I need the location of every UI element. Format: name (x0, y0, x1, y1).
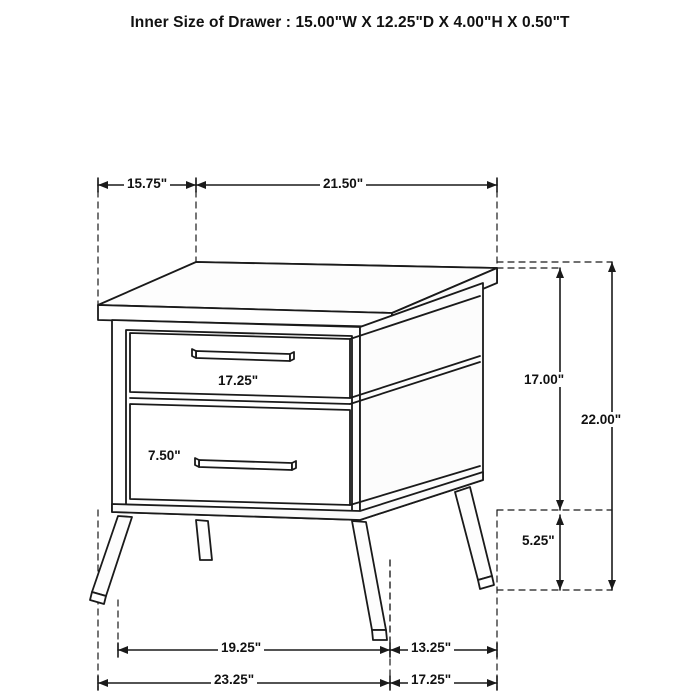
dim-side-base-width: 13.25" (408, 640, 454, 655)
dim-front-total-width: 23.25" (211, 672, 257, 687)
dim-top-left-width: 15.75" (124, 176, 170, 191)
dim-cabinet-height: 17.00" (521, 372, 567, 387)
dim-lower-drawer-width: 7.50" (145, 448, 184, 463)
dim-leg-height: 5.25" (519, 533, 558, 548)
nightstand-body (98, 262, 497, 520)
dim-side-total-width: 17.25" (408, 672, 454, 687)
dim-upper-drawer-width: 17.25" (215, 373, 261, 388)
page-title: Inner Size of Drawer : 15.00"W X 12.25"D X 4.00"H X 0.50"T (130, 14, 570, 31)
dim-total-height: 22.00" (578, 412, 624, 427)
dim-front-base-width: 19.25" (218, 640, 264, 655)
dim-top-right-width: 21.50" (320, 176, 366, 191)
